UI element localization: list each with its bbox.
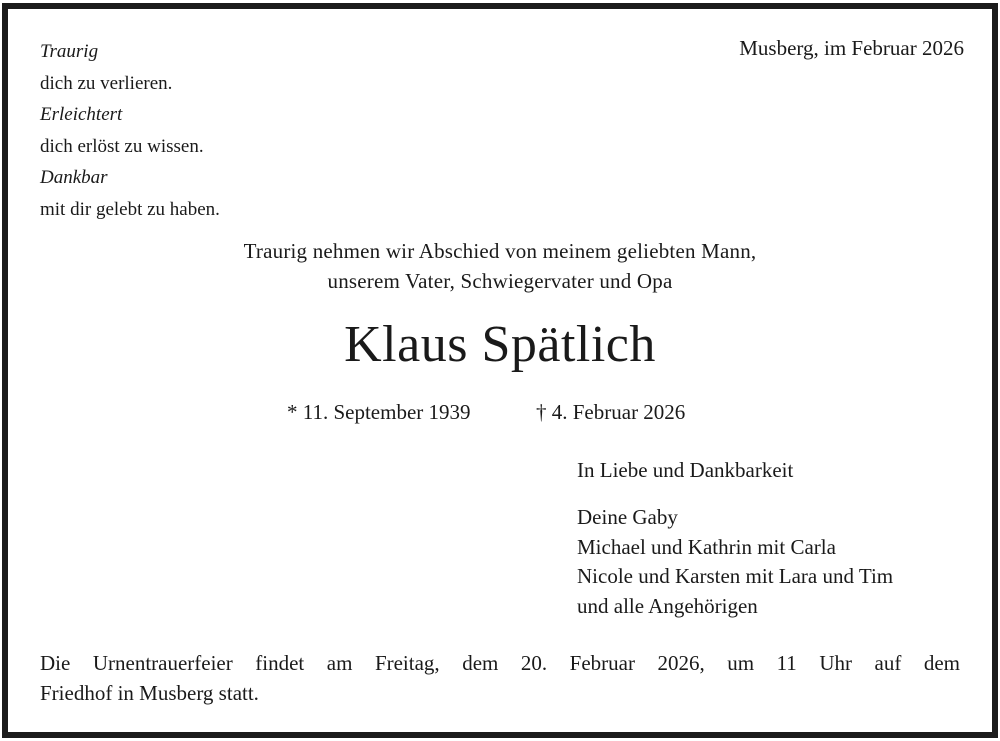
intro-line: unserem Vater, Schwiegervater und Opa	[327, 269, 673, 293]
mourner-line: und alle Angehörigen	[577, 593, 758, 618]
intro-line: Traurig nehmen wir Abschied von meinem geliebten Mann,	[243, 239, 757, 263]
deceased-name: Klaus Spätlich	[344, 316, 656, 373]
poem-line: mit dir gelebt zu haben.	[40, 198, 220, 220]
mourners-list	[577, 503, 893, 621]
ceremony-info	[40, 648, 960, 708]
poem	[40, 36, 220, 226]
mourner-line: Michael und Kathrin mit Carla	[577, 534, 836, 559]
mourner-line: Deine Gaby	[577, 505, 678, 529]
poem-line: dich zu verlieren.	[40, 72, 173, 94]
place-date: Musberg, im Februar 2026	[739, 36, 964, 60]
poem-line: Erleichtert	[40, 104, 123, 126]
death-date: † 4. Februar 2026	[536, 400, 686, 424]
birth-date: * 11. September 1939	[287, 400, 471, 424]
ceremony-line: Friedhof in Musberg statt.	[40, 681, 259, 705]
poem-line: Traurig	[40, 41, 99, 62]
mourner-line: Nicole und Karsten mit Lara und Tim	[577, 564, 894, 588]
intro-text	[0, 236, 1000, 296]
closing-phrase: In Liebe und Dankbarkeit	[577, 458, 794, 482]
poem-line: Dankbar	[40, 167, 108, 189]
ceremony-line: Die Urnentrauerfeier findet am Freitag, dem 20. Februar 2026, um 11 Uhr auf dem	[40, 651, 960, 675]
poem-line: dich erlöst zu wissen.	[40, 135, 204, 157]
